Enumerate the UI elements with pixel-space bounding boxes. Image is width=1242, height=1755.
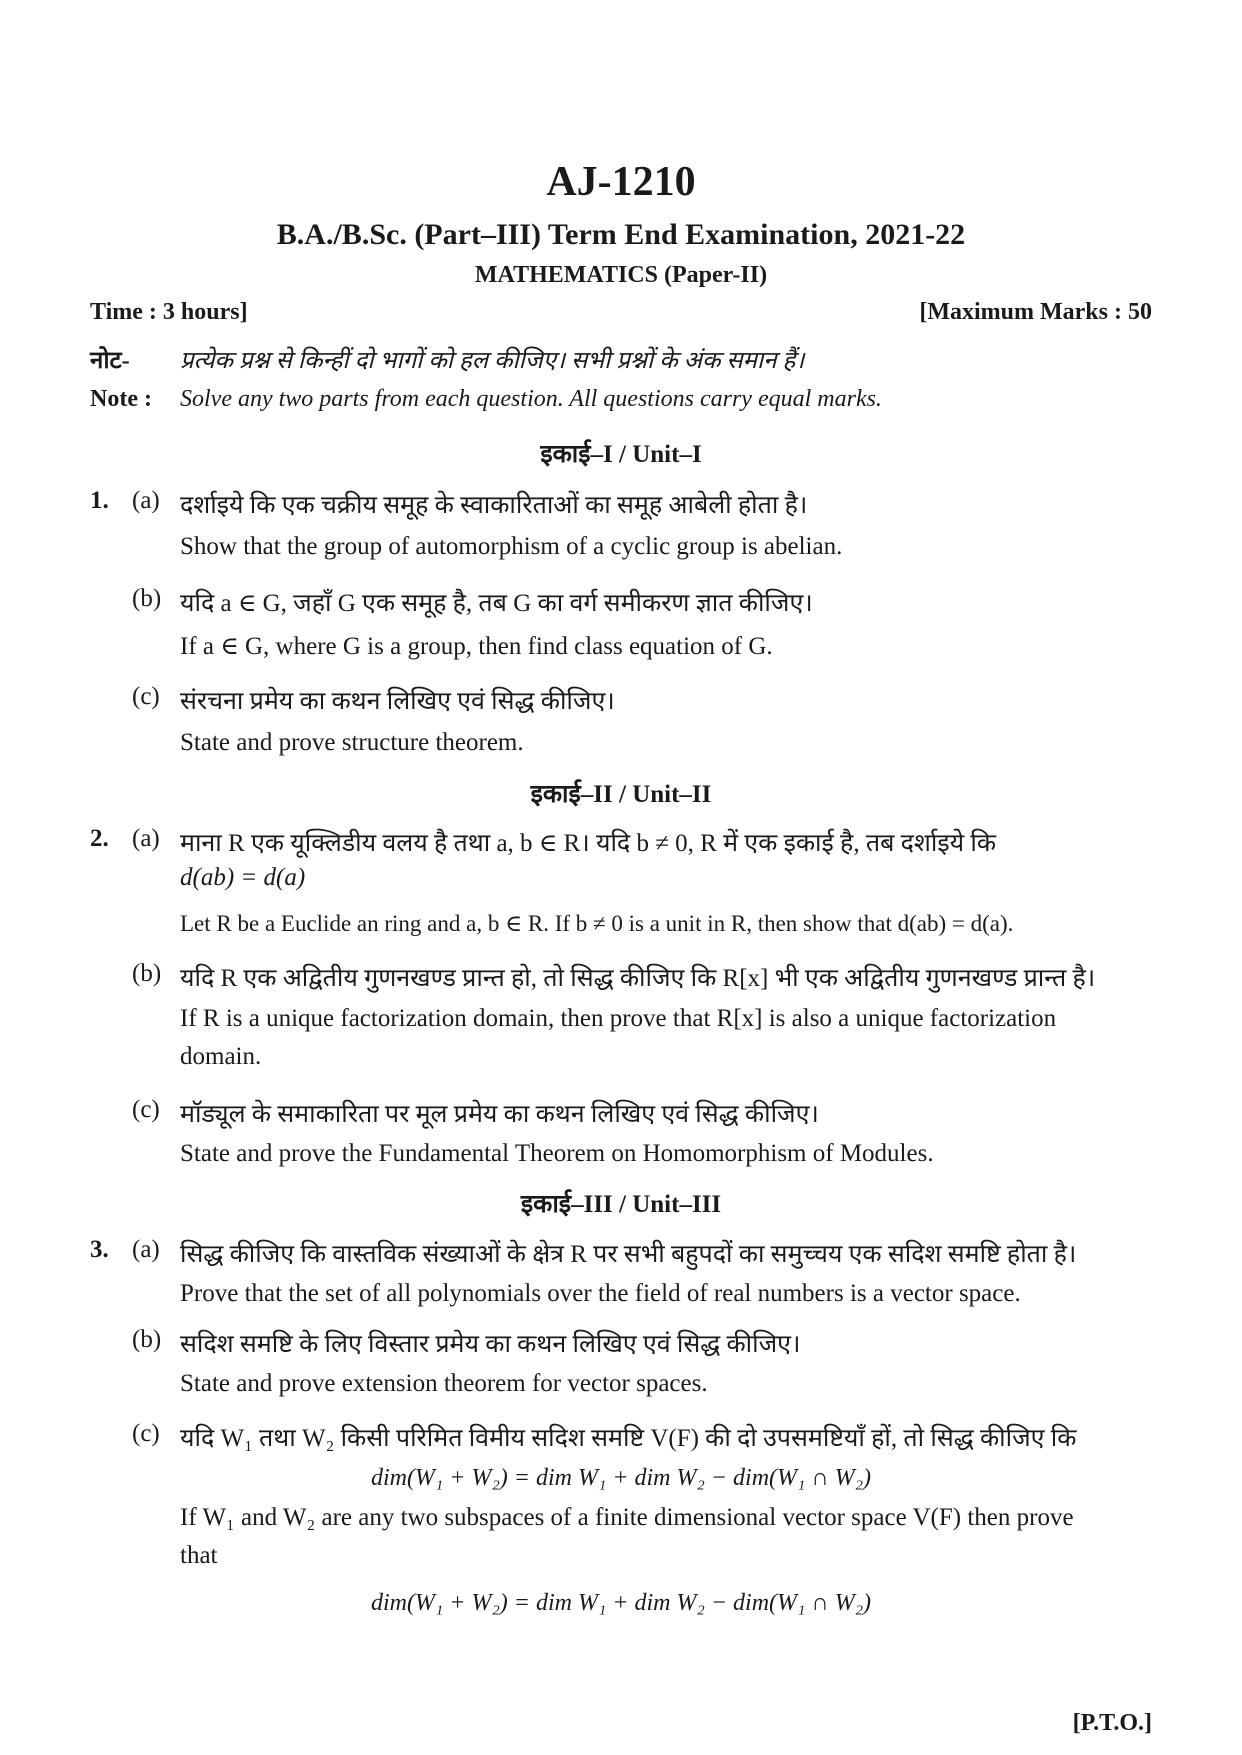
- q2-part-a-formula: d(ab) = d(a): [180, 864, 306, 891]
- q2-part-b-english-2: domain.: [180, 1043, 262, 1070]
- q1-part-a-english: Show that the group of automorphism of a cyclic group is abelian.: [180, 533, 843, 560]
- q3-part-a-hindi: सिद्ध कीजिए कि वास्तविक संख्याओं के क्षेत्र R पर सभी बहुपदों का समुच्चय एक सदिश समष्टि होता है।: [180, 1241, 1077, 1268]
- q2-part-a-hindi: माना R एक यूक्लिडीय वलय है तथा a, b ∈ R। यदि b ≠ 0, R में एक इकाई है, तब दर्शाइये कि: [180, 830, 997, 857]
- q3-part-c-label: (c): [132, 1420, 160, 1447]
- english-note-text: Solve any two parts from each question. All questions carry equal marks.: [180, 386, 882, 412]
- q3-part-c-formula-2: dim(W₁ + W₂) = dim W₁ + dim W₂ − dim(W₁ ∩ W₂): [370, 1590, 872, 1616]
- q1-part-c-label: (c): [132, 683, 160, 710]
- question-1-number: 1.: [90, 487, 109, 514]
- pto-marker: [P.T.O.]: [1072, 1710, 1152, 1736]
- english-note-label: Note :: [90, 386, 152, 412]
- exam-title: B.A./B.Sc. (Part–III) Term End Examination, 2021-22: [276, 218, 966, 251]
- q2-part-a-label: (a): [132, 825, 160, 852]
- q3-part-a-english: Prove that the set of all polynomials over the field of real numbers is a vector space.: [180, 1280, 1021, 1307]
- q1-part-a-label: (a): [132, 487, 160, 514]
- q3-part-c-english-2: that: [180, 1542, 218, 1569]
- hindi-note-text: प्रत्येक प्रश्न से किन्हीं दो भागों को हल कीजिए। सभी प्रश्नों के अंक समान हैं।: [180, 348, 805, 374]
- question-3-number: 3.: [90, 1236, 109, 1263]
- q3-part-c-english-1: If W₁ and W₂ are any two subspaces of a finite dimensional vector space V(F) then prove: [180, 1504, 1074, 1531]
- unit-1-heading: इकाई–I / Unit–I: [540, 441, 702, 468]
- q1-part-b-hindi: यदि a ∈ G, जहाँ G एक समूह है, तब G का वर्ग समीकरण ज्ञात कीजिए।: [180, 590, 813, 617]
- q2-part-c-label: (c): [132, 1096, 160, 1123]
- q2-part-c-hindi: मॉड्यूल के समाकारिता पर मूल प्रमेय का कथन लिखिए एवं सिद्ध कीजिए।: [180, 1101, 819, 1128]
- q1-part-b-label: (b): [132, 585, 162, 612]
- q1-part-c-english: State and prove structure theorem.: [180, 729, 524, 756]
- hindi-note-label: नोट-: [90, 348, 130, 374]
- q3-part-c-formula-1: dim(W₁ + W₂) = dim W₁ + dim W₂ − dim(W₁ ∩ W₂): [370, 1465, 872, 1491]
- paper-subject: MATHEMATICS (Paper-II): [474, 262, 768, 288]
- q3-part-b-english: State and prove extension theorem for vector spaces.: [180, 1370, 708, 1397]
- time-allowed: Time : 3 hours]: [90, 299, 248, 325]
- q3-part-a-label: (a): [132, 1236, 160, 1263]
- q2-part-b-label: (b): [132, 960, 162, 987]
- q3-part-b-hindi: सदिश समष्टि के लिए विस्तार प्रमेय का कथन लिखिए एवं सिद्ध कीजिए।: [180, 1331, 801, 1358]
- unit-3-heading: इकाई–III / Unit–III: [520, 1191, 722, 1218]
- maximum-marks: [Maximum Marks : 50: [919, 299, 1152, 325]
- q2-part-a-english: Let R be a Euclide an ring and a, b ∈ R. If b ≠ 0 is a unit in R, then show that d(ab) = d(a).: [180, 911, 1014, 936]
- question-2-number: 2.: [90, 825, 109, 852]
- q2-part-c-english: State and prove the Fundamental Theorem on Homomorphism of Modules.: [180, 1140, 934, 1167]
- q3-part-b-label: (b): [132, 1326, 162, 1353]
- unit-2-heading: इकाई–II / Unit–II: [530, 781, 712, 808]
- q1-part-c-hindi: संरचना प्रमेय का कथन लिखिए एवं सिद्ध कीजिए।: [180, 688, 615, 715]
- q1-part-a-hindi: दर्शाइये कि एक चक्रीय समूह के स्वाकारिताओं का समूह आबेली होता है।: [180, 492, 808, 519]
- q2-part-b-english-1: If R is a unique factorization domain, then prove that R[x] is also a unique factorization: [180, 1005, 1057, 1032]
- paper-code: AJ-1210: [546, 159, 696, 205]
- q3-part-c-hindi: यदि W₁ तथा W₂ किसी परिमित विमीय सदिश समष्टि V(F) की दो उपसमष्टियाँ हों, तो सिद्ध कीजिए कि: [180, 1425, 1077, 1452]
- q1-part-b-english: If a ∈ G, where G is a group, then find class equation of G.: [180, 633, 773, 660]
- q2-part-b-hindi: यदि R एक अद्वितीय गुणनखण्ड प्रान्त हो, तो सिद्ध कीजिए कि R[x] भी एक अद्वितीय गुणनखण्ड प्रान्त है।: [180, 965, 1096, 992]
